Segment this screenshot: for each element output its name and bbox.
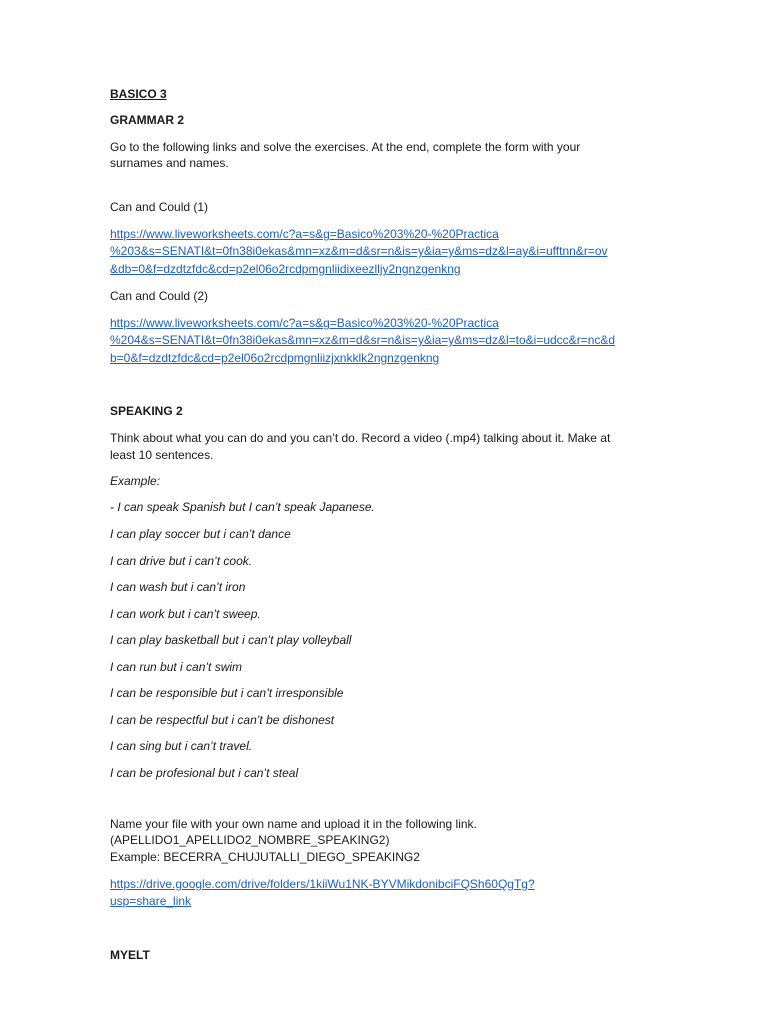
example-sentence: I can wash but i can’t iron	[110, 580, 246, 594]
drive-upload-link[interactable]: usp=share_link	[110, 894, 192, 908]
example-sentence: I can work but i can’t sweep.	[110, 607, 261, 621]
link-label-can-could-2: Can and Could (2)	[110, 289, 209, 303]
upload-instruction: (APELLIDO1_APELLIDO2_NOMBRE_SPEAKING2)	[110, 833, 390, 847]
example-sentence: I can run but i can’t swim	[110, 660, 243, 674]
example-sentence: I can play soccer but i can’t dance	[110, 527, 291, 541]
link-can-could-1[interactable]: %203&s=SENATI&t=0fn38i0ekas&mn=xz&m=d&sr=n&is=y&ia=y&ms=dz&l=ay&i=ufftnn&r=ov	[110, 244, 608, 258]
instructions-line: Go to the following links and solve the exercises. At the end, complete the form with your	[110, 140, 581, 154]
link-label-can-could-1: Can and Could (1)	[110, 200, 209, 214]
upload-instruction: Example: BECERRA_CHUJUTALLI_DIEGO_SPEAKING2	[110, 850, 420, 864]
example-sentence: I can be responsible but i can’t irresponsible	[110, 686, 344, 700]
drive-upload-link[interactable]: https://drive.google.com/drive/folders/1kiiWu1NK-BYVMikdonibciFQSh60QgTg?	[110, 877, 535, 891]
example-sentence: - I can speak Spanish but I can’t speak Japanese.	[110, 500, 375, 514]
link-can-could-1[interactable]: https://www.liveworksheets.com/c?a=s&g=Basico%203%20-%20Practica	[110, 227, 499, 241]
link-can-could-2[interactable]: %204&s=SENATI&t=0fn38i0ekas&mn=xz&m=d&sr=n&is=y&ia=y&ms=dz&l=to&i=udcc&r=nc&d	[110, 333, 616, 347]
course-heading: BASICO 3	[110, 87, 167, 101]
link-can-could-2[interactable]: b=0&f=dzdtzfdc&cd=p2el06o2rcdpmgnliizjxnkklk2ngnzgenkng	[110, 351, 440, 365]
link-can-could-1[interactable]: &db=0&f=dzdtzfdc&cd=p2el06o2rcdpmgnliidixeezlljy2ngnzgenkng	[110, 262, 461, 276]
example-label: Example:	[110, 474, 161, 488]
speaking-heading: SPEAKING 2	[110, 404, 183, 418]
speaking-prompt-line: least 10 sentences.	[110, 448, 214, 462]
myelt-heading: MYELT	[110, 948, 150, 962]
example-sentence: I can be profesional but i can’t steal	[110, 766, 299, 780]
link-can-could-2[interactable]: https://www.liveworksheets.com/c?a=s&g=Basico%203%20-%20Practica	[110, 316, 499, 330]
example-sentence: I can play basketball but i can’t play volleyball	[110, 633, 352, 647]
example-sentence: I can be respectful but i can’t be dishonest	[110, 713, 335, 727]
example-sentence: I can sing but i can’t travel.	[110, 739, 253, 753]
instructions-line: surnames and names.	[110, 156, 229, 170]
example-sentence: I can drive but i can’t cook.	[110, 554, 253, 568]
grammar-heading: GRAMMAR 2	[110, 113, 184, 127]
speaking-prompt-line: Think about what you can do and you can’t do. Record a video (.mp4) talking about it. Make at	[110, 431, 611, 445]
upload-instruction: Name your file with your own name and upload it in the following link.	[110, 817, 477, 831]
